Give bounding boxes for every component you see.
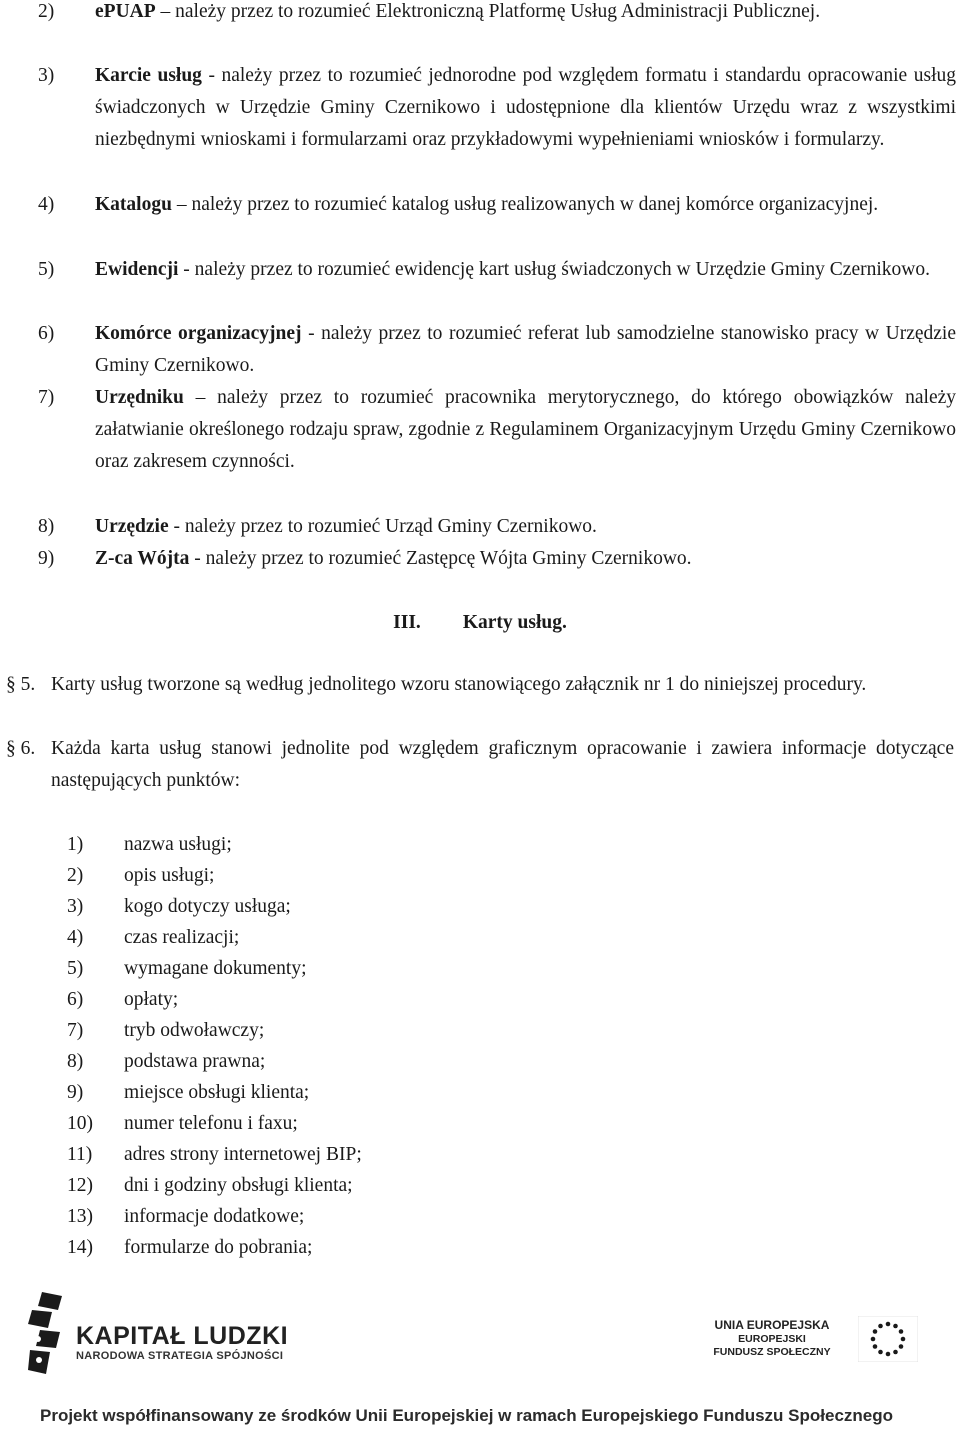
section-title: Karty usług. xyxy=(462,612,567,633)
definition-number: 6) xyxy=(38,323,55,344)
list-item: 4) czas realizacji; xyxy=(67,927,240,948)
definition-number: 8) xyxy=(38,516,55,537)
definition-term: ePUAP xyxy=(95,1,156,22)
eu-logo-line: UNIA EUROPEJSKA xyxy=(714,1318,830,1332)
definition-number: 5) xyxy=(38,259,55,280)
list-item: 1) nazwa usługi; xyxy=(67,834,232,855)
eu-flag-icon xyxy=(858,1316,918,1362)
list-item: 7) tryb odwoławczy; xyxy=(67,1020,265,1041)
definition-item xyxy=(38,511,956,543)
eu-logo-line: FUNDUSZ SPOŁECZNY xyxy=(713,1346,831,1358)
kapital-ludzki-logo xyxy=(76,1323,288,1363)
definition-number: 9) xyxy=(38,548,55,569)
list-item: 2) opis usługi; xyxy=(67,865,215,886)
definition-term: Z-ca Wójta xyxy=(95,548,190,569)
definition-text: – należy przez to rozumieć katalog usług realizowanych w danej komórce organizacyjnej. xyxy=(171,194,879,215)
section-heading xyxy=(0,608,960,638)
definition-item xyxy=(38,382,956,478)
list-item: 14) formularze do pobrania; xyxy=(67,1237,313,1258)
paragraph-number: § 5. xyxy=(6,674,36,695)
logo-title: KAPITAŁ LUDZKI xyxy=(76,1322,289,1350)
list-item: 9) miejsce obsługi klienta; xyxy=(67,1082,310,1103)
definition-term: Urzędniku xyxy=(95,387,184,408)
definition-item xyxy=(38,318,956,382)
cofinancing-note: Projekt współfinansowany ze środków Unii Europejskiej w ramach Europejskiego Funduszu Społecznego xyxy=(40,1406,894,1425)
definition-number: 3) xyxy=(38,65,55,86)
definition-text: - należy przez to rozumieć ewidencję kart usług świadczonych w Urzędzie Gminy Czernikowo. xyxy=(178,259,930,280)
definition-term: Urzędzie xyxy=(95,516,169,537)
definition-text: - należy przez to rozumieć Zastępcę Wójta Gminy Czernikowo. xyxy=(189,548,692,569)
definition-text: - należy przez to rozumieć jednorodne pod względem formatu i standardu opracowanie usług świadczonych w Urzędzie Gminy Czernikowo i udostępnione dla klientów Urzędu wraz z wszystkimi niezbędnymi wnioskami i formularzami oraz przykładowymi wypełnieniami wniosków i formularzy. xyxy=(95,65,956,150)
definition-item xyxy=(38,189,956,221)
eu-logo-text xyxy=(700,1318,844,1359)
definition-term: Karcie usług xyxy=(95,65,202,86)
definition-item xyxy=(38,0,956,28)
kapital-ludzki-logo-icon xyxy=(28,1292,62,1376)
definition-item xyxy=(38,60,956,156)
definition-text: – należy przez to rozumieć Elektroniczną Platformę Usług Administracji Publicznej. xyxy=(155,1,821,22)
paragraph-text: Każda karta usług stanowi jednolite pod względem graficznym opracowanie i zawiera informacje dotyczące następujących punktów: xyxy=(51,738,954,791)
definition-text: - należy przez to rozumieć referat lub samodzielne stanowisko pracy w Urzędzie Gminy Czernikowo. xyxy=(95,323,956,376)
definition-item xyxy=(38,543,956,575)
list-item: 5) wymagane dokumenty; xyxy=(67,958,307,979)
list-item: 12) dni i godziny obsługi klienta; xyxy=(67,1175,353,1196)
footer-logos xyxy=(0,1288,960,1408)
definition-number: 4) xyxy=(38,194,55,215)
definition-item xyxy=(38,254,956,286)
paragraph-number: § 6. xyxy=(6,738,36,759)
logo-subtitle: NARODOWA STRATEGIA SPÓJNOŚCI xyxy=(76,1350,284,1362)
definition-number: 2) xyxy=(38,1,55,22)
definition-number: 7) xyxy=(38,387,55,408)
list-item: 11) adres strony internetowej BIP; xyxy=(67,1144,362,1165)
definition-term: Komórce organizacyjnej xyxy=(95,323,302,344)
list-item: 8) podstawa prawna; xyxy=(67,1051,266,1072)
list-item: 3) kogo dotyczy usługa; xyxy=(67,896,291,917)
eu-logo-line: EUROPEJSKI xyxy=(738,1333,806,1345)
paragraph xyxy=(6,733,954,797)
list-item: 13) informacje dodatkowe; xyxy=(67,1206,305,1227)
section-number: III. xyxy=(393,612,421,633)
definition-term: Katalogu xyxy=(95,194,172,215)
list-item: 10) numer telefonu i faxu; xyxy=(67,1113,298,1134)
list-item: 6) opłaty; xyxy=(67,989,179,1010)
definition-text: – należy przez to rozumieć pracownika merytorycznego, do którego obowiązków należy załatwianie określonego rodzaju spraw, zgodnie z Regulaminem Organizacyjnym Urzędu Gminy Czernikowo oraz zakresem czynności. xyxy=(95,387,956,472)
definition-text: - należy przez to rozumieć Urząd Gminy Czernikowo. xyxy=(168,516,597,537)
paragraph-text: Karty usług tworzone są według jednolitego wzoru stanowiącego załącznik nr 1 do niniejszej procedury. xyxy=(51,674,867,695)
definition-term: Ewidencji xyxy=(95,259,179,280)
paragraph xyxy=(6,669,954,701)
